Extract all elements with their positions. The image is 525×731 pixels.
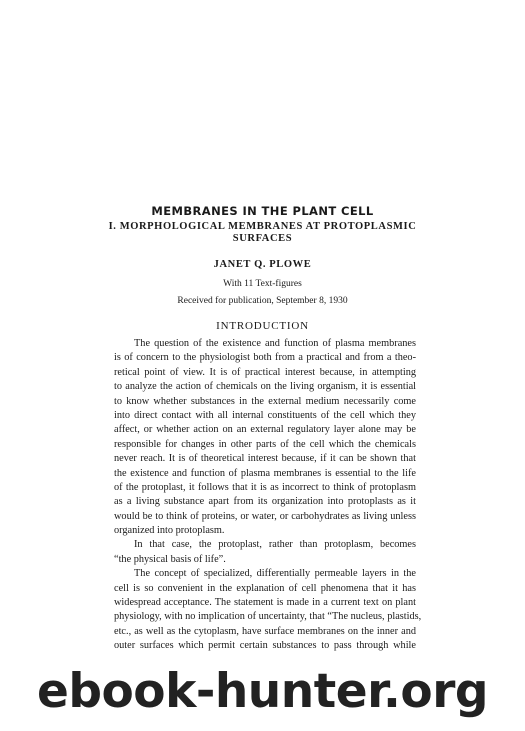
body-line: responsible for changes in other parts of the cell which the chemicals <box>114 438 416 450</box>
body-line: etc., as well as the cytoplasm, have surface membranes on the inner and <box>114 625 416 637</box>
subtitle-line-1: I. MORPHOLOGICAL MEMBRANES AT PROTOPLASMIC <box>108 221 417 232</box>
article-title: MEMBRANES IN THE PLANT CELL <box>151 204 374 218</box>
article-subtitle <box>0 221 525 245</box>
body-line: never reach. It is of theoretical interest because, if it can be shown that <box>114 453 416 465</box>
body-line: physiology, with no implication of uncertainty, that “The nucleus, plastids, <box>114 611 422 623</box>
author-name: JANET Q. PLOWE <box>213 259 312 270</box>
body-line: “the physical basis of life”. <box>114 553 226 565</box>
subtitle-line-2: SURFACES <box>232 233 293 244</box>
body-line: to know whether substances in the external medium necessarily come <box>114 395 416 407</box>
body-line: cell is so convenient in the explanation of cell phenomena that it has <box>114 582 416 594</box>
body-line: affect, or whether action on an external regulatory layer alone may be <box>114 424 416 436</box>
body-line: of the protoplast, it follows that it is as incorrect to think of protoplasm <box>114 481 416 493</box>
body-text <box>114 337 422 654</box>
body-line: would be to think of proteins, or water, or carbohydrates as living unless <box>114 510 416 522</box>
received-date: Received for publication, September 8, 1930 <box>177 296 348 306</box>
section-heading: INTRODUCTION <box>216 320 309 332</box>
body-line: In that case, the protoplast, rather than protoplasm, becomes <box>134 539 416 551</box>
body-line: into direct contact with all internal constituents of the cell which they <box>114 409 416 421</box>
body-line: outer surfaces which permit certain substances to pass through while <box>114 640 416 652</box>
body-line: retical point of view. It is of practical interest because, in attempting <box>114 366 416 378</box>
body-line: to analyze the action of chemicals on the living organism, it is essential <box>114 381 416 393</box>
watermark-logo: ebook-hunter.org <box>36 664 489 719</box>
body-line: as a living substance apart from its organization into protoplasts as it <box>114 496 416 508</box>
body-line: is of concern to the physiologist both from a practical and from a theo- <box>114 352 416 364</box>
body-line: organized into protoplasm. <box>114 525 225 537</box>
body-line: The concept of specialized, differentially permeable layers in the <box>134 568 416 580</box>
figures-note: With 11 Text-figures <box>223 279 302 289</box>
body-line: widespread acceptance. The statement is made in a current text on plant <box>114 597 416 609</box>
body-line: the existence and function of plasma membranes is essential to the life <box>114 467 416 479</box>
body-line: The question of the existence and function of plasma membranes <box>134 338 416 349</box>
